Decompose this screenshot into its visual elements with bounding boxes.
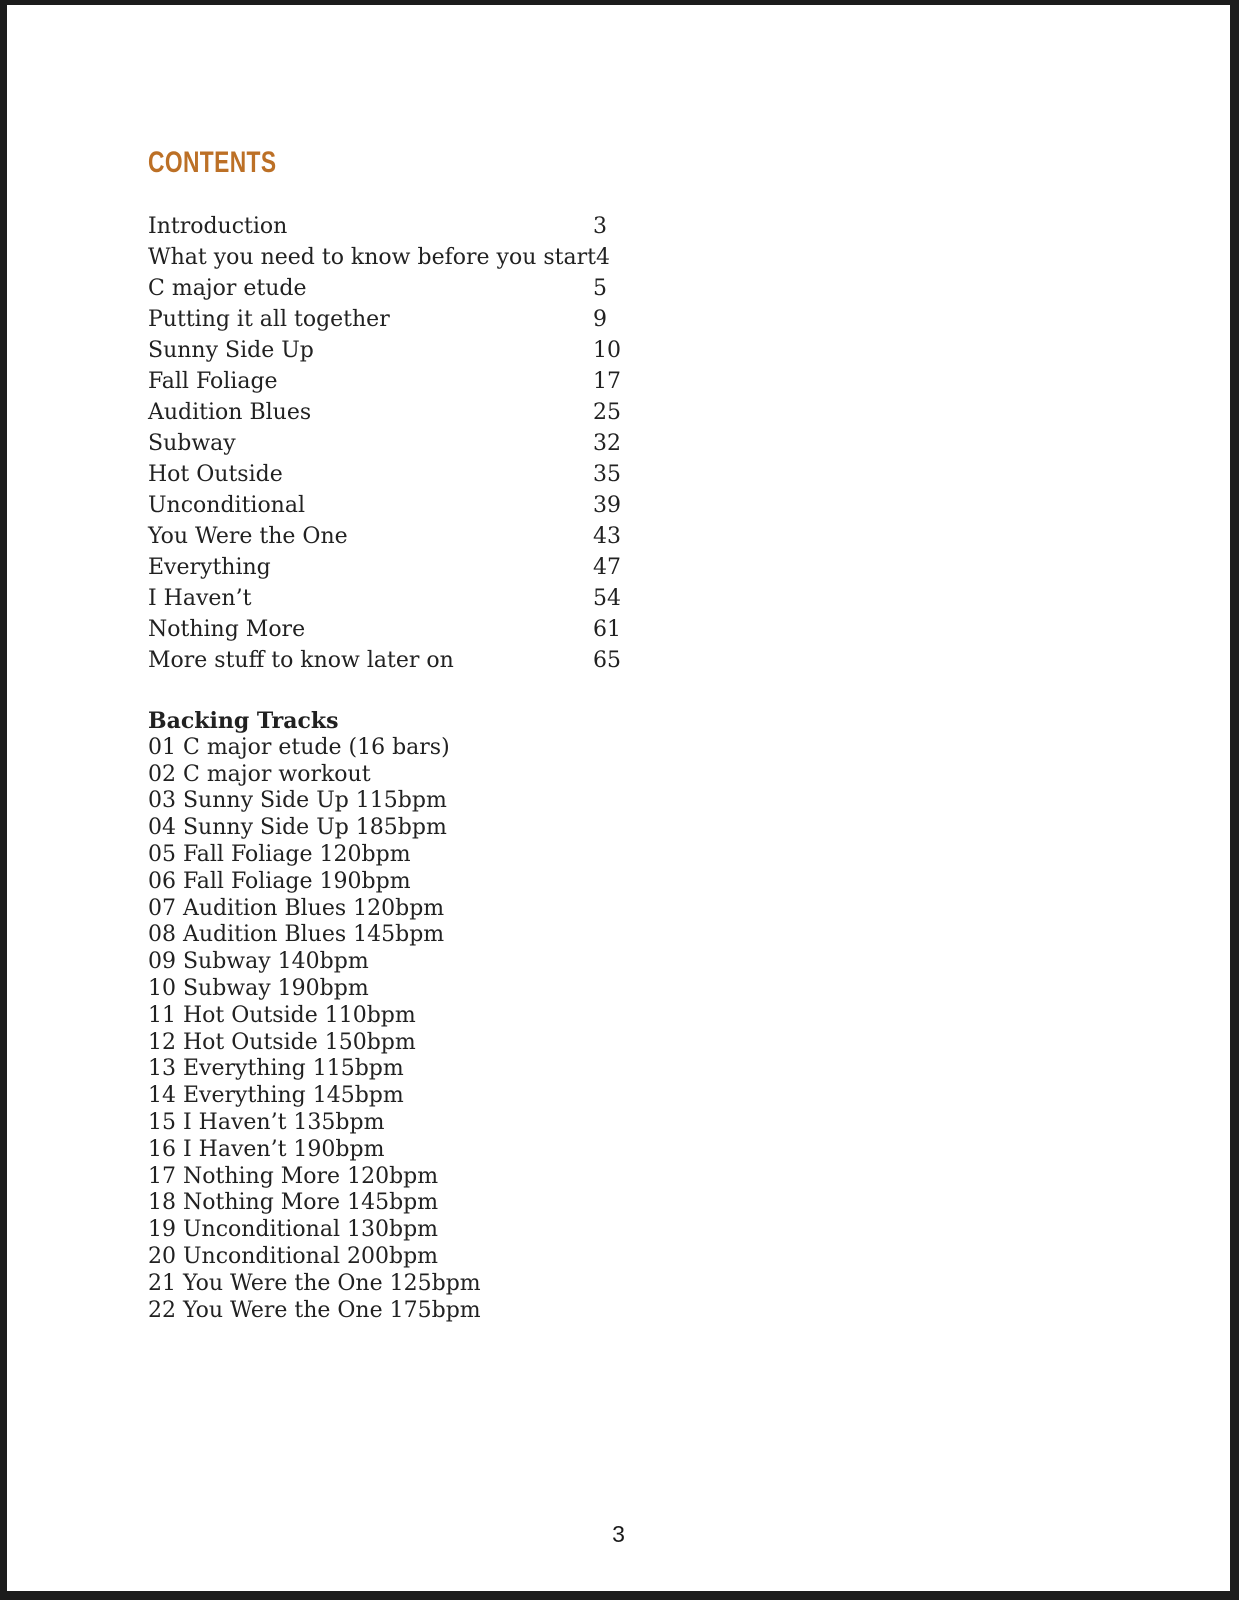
toc-entry-title: Unconditional bbox=[148, 493, 306, 518]
toc-entry bbox=[148, 304, 688, 335]
backing-track-item: 15 I Haven’t 135bpm bbox=[148, 1109, 385, 1135]
backing-track-item: 09 Subway 140bpm bbox=[148, 949, 369, 975]
backing-track-item: 19 Unconditional 130bpm bbox=[148, 1217, 439, 1243]
backing-track-item: 18 Nothing More 145bpm bbox=[148, 1190, 439, 1216]
toc-entry-title: Putting it all together bbox=[148, 307, 390, 332]
backing-track-item: 12 Hot Outside 150bpm bbox=[148, 1029, 416, 1055]
toc-entry bbox=[148, 397, 688, 428]
page-content bbox=[7, 5, 1230, 1324]
toc-entry-page: 65 bbox=[593, 648, 621, 673]
toc-entry bbox=[148, 242, 688, 273]
toc-entry-page: 54 bbox=[593, 586, 621, 611]
backing-track-item: 01 C major etude (16 bars) bbox=[148, 734, 450, 760]
toc-entry bbox=[148, 428, 688, 459]
backing-track-item: 07 Audition Blues 120bpm bbox=[148, 895, 445, 921]
toc-list bbox=[148, 211, 688, 676]
toc-entry bbox=[148, 645, 688, 676]
toc-entry bbox=[148, 583, 688, 614]
backing-track-item: 02 C major workout bbox=[148, 761, 371, 787]
toc-entry-page: 3 bbox=[593, 214, 607, 239]
toc-entry-title: C major etude bbox=[148, 276, 307, 301]
backing-track-item: 14 Everything 145bpm bbox=[148, 1083, 404, 1109]
toc-entry bbox=[148, 459, 688, 490]
backing-track-item: 22 You Were the One 175bpm bbox=[148, 1297, 481, 1323]
toc-entry-title: Hot Outside bbox=[148, 462, 283, 487]
toc-entry-page: 35 bbox=[593, 462, 621, 487]
toc-entry bbox=[148, 273, 688, 304]
toc-entry bbox=[148, 552, 688, 583]
toc-entry-page: 43 bbox=[593, 524, 621, 549]
backing-track-item: 04 Sunny Side Up 185bpm bbox=[148, 815, 447, 841]
toc-entry-title: Subway bbox=[148, 431, 236, 456]
backing-track-item: 06 Fall Foliage 190bpm bbox=[148, 868, 411, 894]
toc-entry-page: 5 bbox=[593, 276, 607, 301]
backing-tracks-heading: Backing Tracks bbox=[148, 708, 339, 734]
toc-entry-title: I Haven’t bbox=[148, 586, 252, 611]
toc-entry-page: 9 bbox=[593, 307, 607, 332]
toc-entry-page: 4 bbox=[595, 245, 610, 270]
toc-entry-title: Fall Foliage bbox=[148, 369, 278, 394]
backing-track-item: 05 Fall Foliage 120bpm bbox=[148, 841, 411, 867]
toc-entry-page: 10 bbox=[593, 338, 621, 363]
backing-track-item: 03 Sunny Side Up 115bpm bbox=[148, 788, 447, 814]
backing-track-item: 17 Nothing More 120bpm bbox=[148, 1163, 439, 1189]
backing-track-item: 13 Everything 115bpm bbox=[148, 1056, 404, 1082]
toc-entry-title: Audition Blues bbox=[148, 400, 312, 425]
toc-entry-title: Nothing More bbox=[148, 617, 306, 642]
toc-entry bbox=[148, 614, 688, 645]
toc-entry-page: 47 bbox=[593, 555, 621, 580]
toc-entry bbox=[148, 490, 688, 521]
backing-track-item: 11 Hot Outside 110bpm bbox=[148, 1002, 416, 1028]
toc-entry bbox=[148, 335, 688, 366]
toc-entry-title: Sunny Side Up bbox=[148, 338, 314, 363]
toc-entry-title: Everything bbox=[148, 555, 271, 580]
backing-tracks-list bbox=[148, 735, 1230, 1325]
toc-entry-page: 32 bbox=[593, 431, 621, 456]
toc-entry bbox=[148, 521, 688, 552]
backing-track-item: 21 You Were the One 125bpm bbox=[148, 1270, 481, 1296]
toc-entry-page: 61 bbox=[593, 617, 621, 642]
toc-entry-title: Introduction bbox=[148, 214, 288, 239]
toc-entry-page: 17 bbox=[593, 369, 621, 394]
toc-entry-page: 39 bbox=[593, 493, 621, 518]
toc-entry-title: What you need to know before you start bbox=[148, 245, 596, 270]
toc-entry-page: 25 bbox=[593, 400, 621, 425]
backing-track-item: 08 Audition Blues 145bpm bbox=[148, 922, 445, 948]
toc-entry bbox=[148, 211, 688, 242]
page-number: 3 bbox=[612, 1521, 625, 1547]
toc-entry bbox=[148, 366, 688, 397]
backing-track-item: 16 I Haven’t 190bpm bbox=[148, 1136, 385, 1162]
toc-entry-title: More stuff to know later on bbox=[148, 648, 454, 673]
backing-track-item: 10 Subway 190bpm bbox=[148, 975, 369, 1001]
toc-entry-title: You Were the One bbox=[148, 524, 348, 549]
backing-track-item: 20 Unconditional 200bpm bbox=[148, 1243, 439, 1269]
page-title: CONTENTS bbox=[148, 146, 277, 179]
